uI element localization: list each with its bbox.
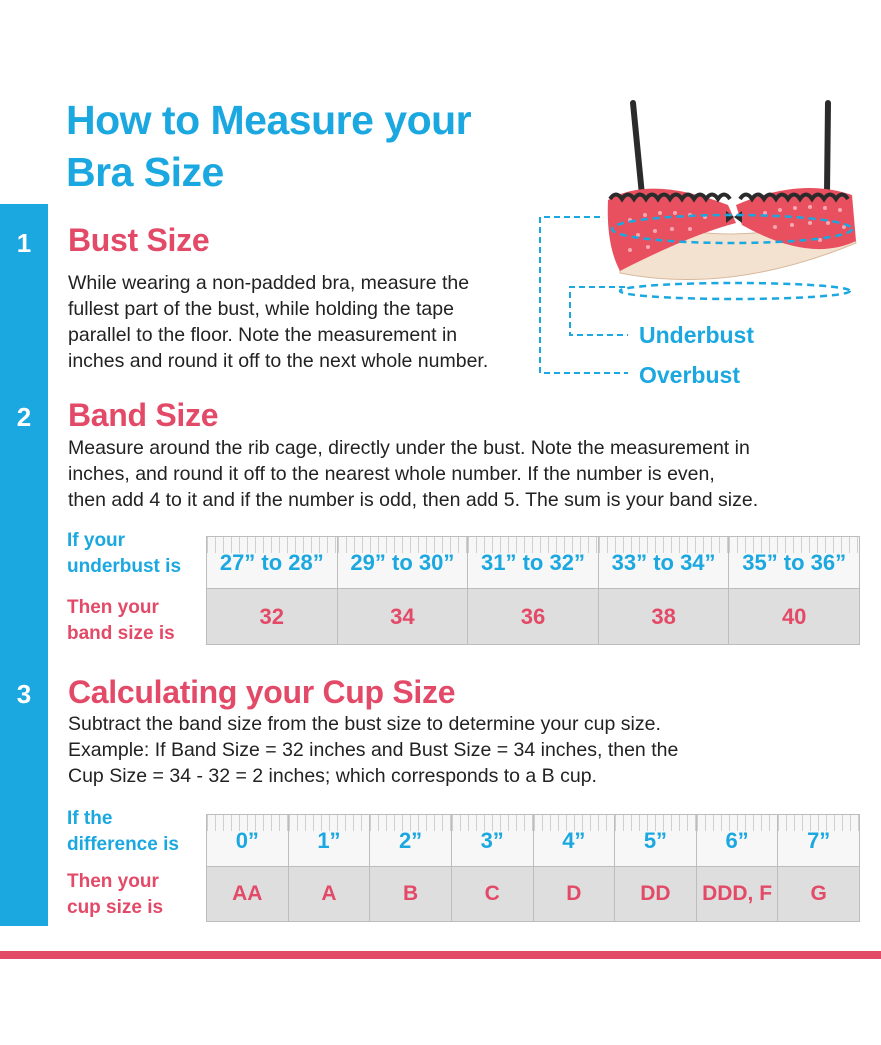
difference-cell: 4” <box>533 815 615 867</box>
underbust-leader-line <box>570 287 628 335</box>
band-size-cell: 34 <box>337 589 468 645</box>
label-line: band size is <box>67 623 175 644</box>
text-line: parallel to the floor. Note the measurement in <box>68 324 458 346</box>
cup-size-cell: A <box>288 867 370 922</box>
text-line: Cup Size = 34 - 32 = 2 inches; which corresponds to a B cup. <box>68 765 597 787</box>
table-row <box>207 537 860 589</box>
bust-size-text <box>68 270 488 374</box>
step-number-1: 1 <box>16 228 32 258</box>
band-size-cell: 36 <box>468 589 599 645</box>
band-table-row-label-underbust <box>67 528 181 580</box>
label-line: Then your <box>67 597 159 618</box>
difference-cell: 5” <box>615 815 697 867</box>
difference-cell: 2” <box>370 815 452 867</box>
table-row <box>207 815 860 867</box>
underbust-label: Underbust <box>639 322 754 348</box>
cup-size-cell: G <box>778 867 860 922</box>
band-table-row-label-band <box>67 595 175 647</box>
cup-table-row-label-cup <box>67 869 163 921</box>
bottom-divider <box>0 951 881 959</box>
underbust-range-cell: 35” to 36” <box>729 537 860 589</box>
label-line: underbust is <box>67 556 182 577</box>
cup-size-text <box>68 711 678 789</box>
cup-size-heading: Calculating your Cup Size <box>68 674 456 710</box>
text-line: While wearing a non-padded bra, measure the <box>68 272 470 294</box>
bra-diagram <box>530 95 870 395</box>
difference-cell: 6” <box>696 815 778 867</box>
page-title <box>66 94 536 198</box>
text-line: then add 4 to it and if the number is odd, then add 5. The sum is your band size. <box>68 489 759 511</box>
band-size-cell: 32 <box>207 589 338 645</box>
label-line: Then your <box>67 871 159 892</box>
difference-cell: 7” <box>778 815 860 867</box>
text-line: Subtract the band size from the bust size to determine your cup size. <box>68 713 661 735</box>
difference-cell: 1” <box>288 815 370 867</box>
text-line: inches, and round it off to the nearest whole number. If the number is even, <box>68 463 715 485</box>
band-size-table <box>206 536 860 645</box>
cup-size-cell: DD <box>615 867 697 922</box>
label-line: If the <box>67 808 113 829</box>
step-sidebar <box>0 204 48 926</box>
text-line: fullest part of the bust, while holding the tape <box>68 298 454 320</box>
band-size-heading: Band Size <box>68 397 219 433</box>
band-size-cell: 40 <box>729 589 860 645</box>
table-row <box>207 867 860 922</box>
step-number-2: 2 <box>16 402 32 432</box>
underbust-range-cell: 29” to 30” <box>337 537 468 589</box>
text-line: inches and round it off to the next whole number. <box>68 350 489 372</box>
label-line: cup size is <box>67 897 164 918</box>
band-size-cell: 38 <box>598 589 729 645</box>
title-line-2: Bra Size <box>66 149 224 195</box>
difference-cell: 3” <box>451 815 533 867</box>
bra-illustration <box>608 103 856 299</box>
band-size-text <box>68 435 758 513</box>
text-line: Measure around the rib cage, directly under the bust. Note the measurement in <box>68 437 750 459</box>
text-line: Example: If Band Size = 32 inches and Bust Size = 34 inches, then the <box>68 739 679 761</box>
cup-size-cell: C <box>451 867 533 922</box>
title-line-1: How to Measure your <box>66 97 472 143</box>
label-line: difference is <box>67 834 179 855</box>
bust-size-heading: Bust Size <box>68 222 210 258</box>
cup-size-cell: DDD, F <box>696 867 778 922</box>
underbust-range-cell: 27” to 28” <box>207 537 338 589</box>
cup-size-cell: AA <box>207 867 289 922</box>
cup-table-row-label-difference <box>67 806 179 858</box>
underbust-range-cell: 31” to 32” <box>468 537 599 589</box>
cup-size-cell: D <box>533 867 615 922</box>
table-row <box>207 589 860 645</box>
cup-size-table <box>206 814 860 922</box>
difference-cell: 0” <box>207 815 289 867</box>
cup-size-cell: B <box>370 867 452 922</box>
underbust-range-cell: 33” to 34” <box>598 537 729 589</box>
label-line: If your <box>67 530 126 551</box>
overbust-label: Overbust <box>639 362 740 388</box>
step-number-3: 3 <box>16 679 32 709</box>
